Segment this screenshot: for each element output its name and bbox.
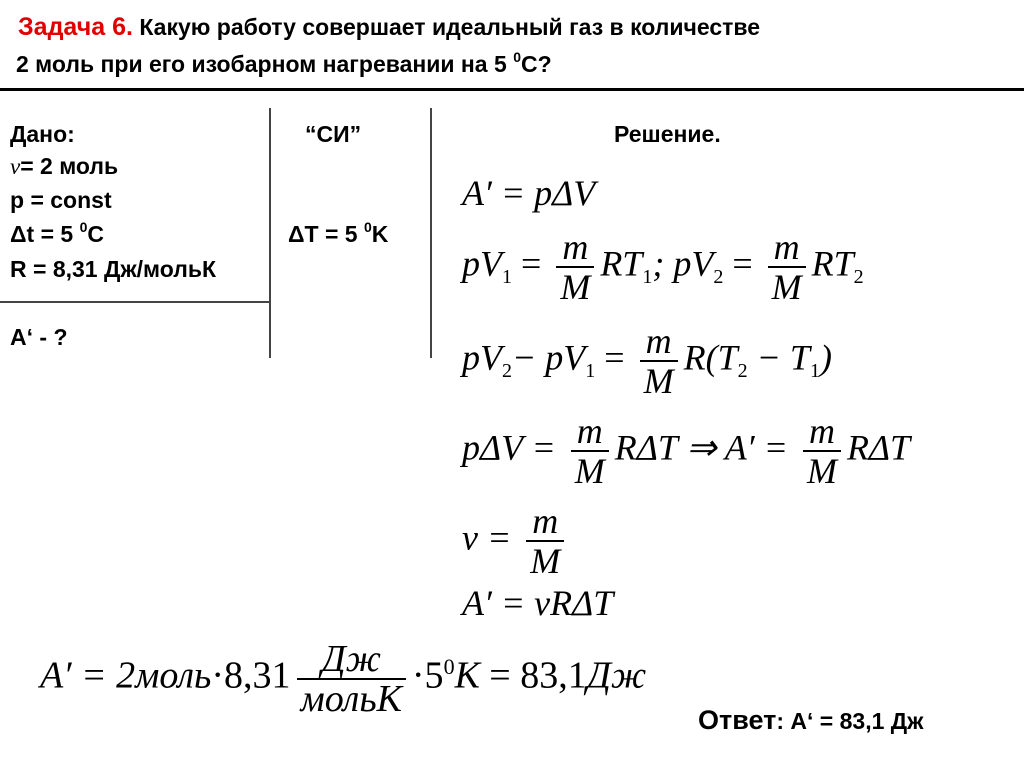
equation-state (462, 228, 864, 306)
given-find-divider (0, 301, 270, 303)
unit-fraction (297, 640, 406, 718)
eq-term: ·8,31 (211, 654, 291, 697)
eq-term: ν = (462, 517, 521, 558)
si-solution-separator (430, 108, 432, 358)
eq-term: ; pV (652, 243, 714, 284)
si-dT-unit: K (371, 221, 389, 247)
answer (698, 704, 923, 737)
task-question-part2: 2 моль при его изобарном нагревании на 5 (16, 51, 514, 77)
eq-sub: 1 (585, 360, 596, 383)
si-dT (288, 218, 388, 250)
given-p: p = const (10, 187, 112, 213)
mass-fraction (556, 228, 594, 306)
frac-den: M (806, 451, 837, 491)
frac-num: m (803, 412, 841, 452)
equation-work: A′ = pΔV (462, 173, 596, 213)
eq-term: = 83,1 (479, 654, 587, 697)
eq-term: A′ = 2 (40, 654, 136, 697)
eq-sub: 2 (737, 360, 748, 383)
eq-term: pΔV = (462, 427, 565, 468)
mass-fraction (768, 228, 806, 306)
eq-sub: 2 (853, 266, 864, 289)
nu-symbol: ν (10, 154, 21, 179)
eq-term: − pV (512, 337, 586, 378)
mass-fraction (571, 412, 609, 490)
find-value: A‘ - ? (10, 324, 68, 350)
given-r: R = 8,31 Дж/мольК (10, 256, 217, 282)
answer-value: : A‘ = 83,1 Дж (776, 708, 924, 734)
given-dt-unit: С (87, 221, 105, 247)
frac-num: Дж (297, 640, 406, 680)
given-dt-value: Δt = 5 (10, 221, 80, 247)
degree-sup: 0 (363, 219, 372, 236)
eq-sub: 2 (502, 360, 512, 383)
eq-sign: = (595, 337, 634, 378)
eq-sign: = (512, 243, 551, 284)
eq-term: pV (462, 337, 502, 378)
eq-unit: Дж (586, 654, 647, 697)
task-question-part2-end: С? (520, 51, 552, 77)
frac-num: m (571, 412, 609, 452)
degree-sup: 0 (79, 219, 88, 236)
solution-heading: Решение. (614, 121, 721, 147)
degree-sup: 0 (513, 49, 521, 66)
task-label: Задача 6. (18, 13, 133, 41)
frac-den: M (771, 267, 802, 307)
frac-den: мольК (300, 678, 402, 720)
eq-sup: 0 (443, 653, 455, 679)
mass-fraction (640, 322, 678, 400)
frac-den: M (643, 361, 674, 401)
eq-term: RΔT ⇒ A′ = (614, 427, 797, 468)
eq-unit: К (454, 654, 480, 697)
eq-sign: = (723, 243, 762, 284)
frac-den: M (560, 267, 591, 307)
equation-amount (462, 502, 570, 580)
eq-sub: 2 (713, 266, 724, 289)
eq-sub: 1 (642, 266, 653, 289)
frac-den: M (574, 451, 605, 491)
frac-num: m (640, 322, 678, 362)
task-question-part1: Какую работу совершает идеальный газ в количестве (139, 14, 761, 40)
task-header (6, 8, 1018, 88)
answer-label: Ответ (698, 705, 777, 735)
eq-term: ) (819, 337, 832, 378)
given-nu (10, 150, 118, 183)
si-heading: “СИ” (305, 121, 362, 147)
eq-unit: моль (135, 654, 212, 697)
frac-num: m (526, 502, 564, 542)
eq-sub: 1 (502, 266, 512, 289)
eq-term: − T (747, 337, 810, 378)
eq-term: RΔT (846, 427, 911, 468)
given-si-separator (269, 108, 271, 358)
given-dt (10, 218, 104, 250)
si-dT-value: ΔT = 5 (288, 221, 364, 247)
given-heading: Дано: (10, 121, 75, 147)
frac-den: M (530, 541, 561, 581)
eq-term: R(T (683, 337, 738, 378)
eq-term: ·5 (411, 654, 444, 697)
eq-sub: 1 (809, 360, 820, 383)
equation-work-derivation (462, 412, 910, 490)
given-nu-value: = 2 моль (20, 153, 119, 179)
header-divider (0, 88, 1024, 91)
eq-term: RT (811, 243, 854, 284)
eq-term: pV (462, 243, 502, 284)
eq-term: RT (600, 243, 643, 284)
task-title-line2 (16, 49, 1024, 79)
equation-calculation (40, 640, 646, 718)
frac-num: m (556, 228, 594, 268)
task-title-line1 (18, 12, 1024, 42)
mass-fraction (526, 502, 564, 580)
frac-num: m (768, 228, 806, 268)
mass-fraction (803, 412, 841, 490)
equation-difference (462, 322, 832, 400)
equation-work-final: A′ = νRΔT (462, 583, 614, 623)
